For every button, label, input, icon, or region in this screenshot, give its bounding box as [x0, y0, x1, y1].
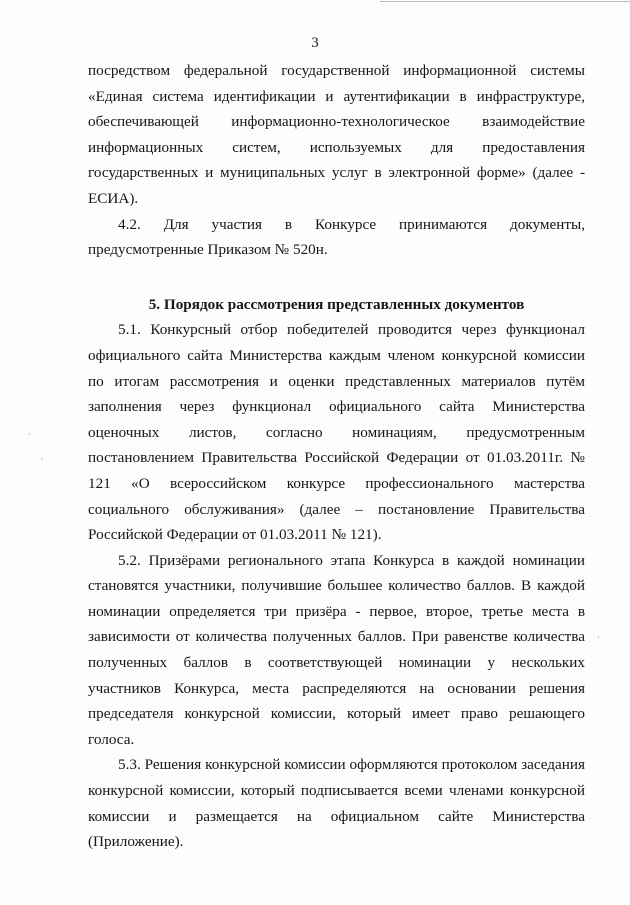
paragraph-5-1: 5.1. Конкурсный отбор победителей проводится через функционал официального сайта Министерства каждым членом конкурсной комиссии по итогам рассмотрения и оценки представленных материалов путём заполнения через функционал официального сайта Министерства оценочных листов, согласно номинациям, предусмотренным постановлением Правительства Российской Федерации от 01.03.2011г. № 121 «О всероссийском конкурсе профессионального мастерства социального обслуживания» (далее – постановление Правительства Российской Федерации от 01.03.2011 № 121).	[88, 321, 585, 544]
paragraph-5-2: 5.2. Призёрами регионального этапа Конкурса в каждой номинации становятся участники, получившие большее количество баллов. В каждой номинации определяется три призёра - первое, второе, третье места в зависимости от количества полученных баллов. При равенстве количества полученных баллов в соответствующей номинации у нескольких участников Конкурса, места распределяются на основании решения председателя конкурсной комиссии, который имеет право решающего голоса.	[88, 551, 585, 748]
document-body	[88, 58, 585, 855]
scan-speck: ·	[597, 633, 600, 643]
scan-edge-line	[380, 1, 630, 2]
scan-speck: ˋ	[40, 458, 45, 468]
paragraph-4-2: 4.2. Для участия в Конкурсе принимаются документы, предусмотренные Приказом № 520н.	[88, 215, 585, 259]
scan-speck: ·	[28, 430, 31, 440]
paragraph-esia: посредством федеральной государственной информационной системы «Единая система идентификации и аутентификации в инфраструктуре, обеспечивающей информационно-технологическое взаимодействие информационных систем, используемых для предоставления государственных и муниципальных услуг в электронной форме» (далее - ЕСИА).	[88, 62, 585, 207]
page-number: 3	[311, 35, 319, 51]
section-5-heading: 5. Порядок рассмотрения представленных документов	[148, 295, 525, 313]
paragraph-5-3: 5.3. Решения конкурсной комиссии оформляются протоколом заседания конкурсной комиссии, который подписывается всеми членами конкурсной комиссии и размещается на официальном сайте Министерства (Приложение).	[88, 756, 585, 851]
